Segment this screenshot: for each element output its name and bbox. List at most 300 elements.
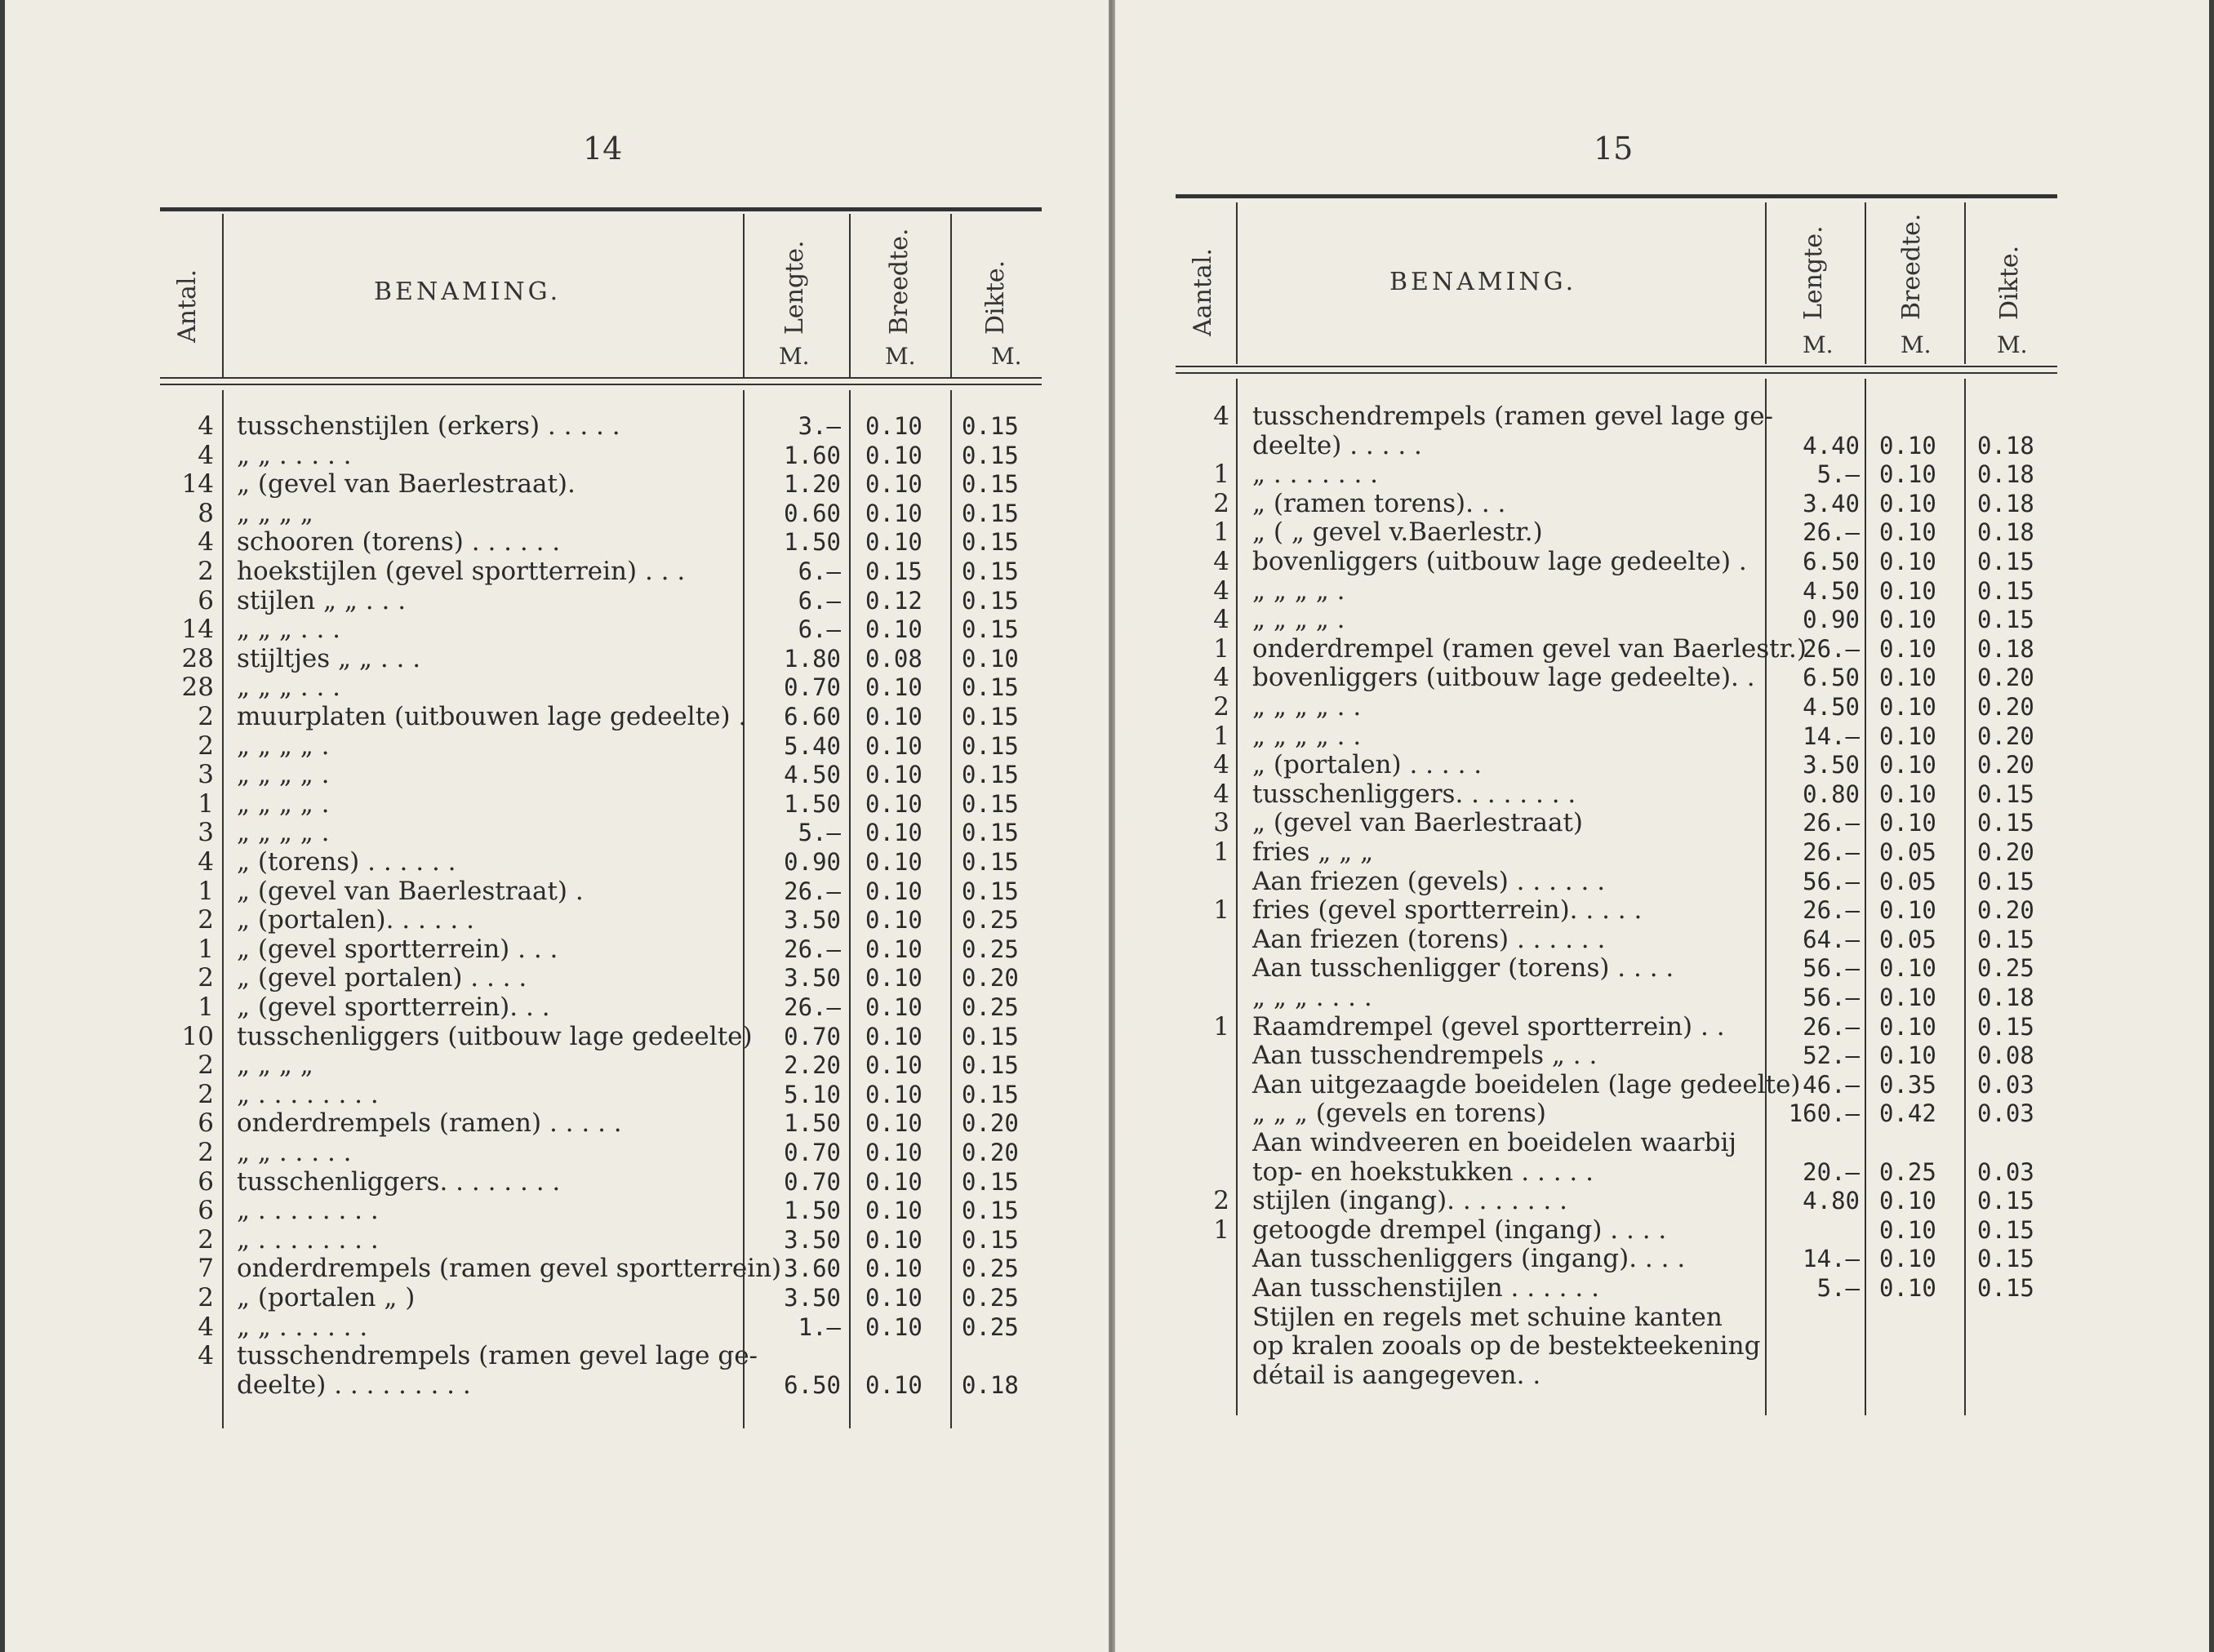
table-row [5,586,1109,615]
thickness-cell: 0.25 [962,1312,1019,1341]
table-row [1115,402,2209,431]
name-cell: onderdrempels (ramen) . . . . . [237,1108,622,1139]
length-cell: 3.50 [1803,751,1860,779]
length-cell: 56.— [1803,984,1860,1011]
qty-cell: 1 [1213,633,1229,664]
width-cell: 0.10 [865,1255,922,1283]
thickness-cell: 0.15 [962,528,1019,557]
width-cell: 0.10 [1879,1187,1936,1215]
qty-cell: 6 [198,1108,214,1139]
col-line [1865,202,1866,364]
header-qty: Aantal. [1189,248,1217,336]
length-cell: 5.— [798,819,841,847]
table-row [5,760,1109,789]
name-cell: Aan tusschenstijlen . . . . . . [1252,1273,1599,1303]
width-cell: 0.10 [1879,634,1936,663]
width-cell: 0.12 [865,586,922,615]
thickness-cell: 0.15 [962,557,1019,585]
name-cell: Aan tusschenligger (torens) . . . . [1252,953,1674,984]
name-cell: onderdrempel (ramen gevel van Baerlestr.) [1252,633,1807,664]
thickness-cell: 0.15 [962,761,1019,789]
width-cell: 0.10 [865,1225,922,1254]
unit-length: M. [779,343,810,370]
length-cell: 26.— [1803,1012,1860,1041]
width-cell: 0.10 [1879,896,1936,925]
length-cell: 26.— [1803,809,1860,837]
width-cell: 0.10 [1879,606,1936,634]
table-row [1115,692,2209,722]
name-cell: tusschenliggers (uitbouw lage gedeelte) [237,1021,753,1051]
qty-cell: 1 [1213,895,1229,926]
length-cell: 3.50 [784,1284,841,1312]
table-row [5,1254,1109,1283]
header-rule [1176,366,2057,367]
qty-cell: 7 [198,1254,214,1284]
length-cell: 5.— [1816,1274,1860,1302]
col-line [1964,202,1966,364]
top-rule [1176,194,2057,198]
name-cell: „ (portalen) . . . . . [1252,750,1483,780]
name-cell: „ „ „ . . . [237,615,341,645]
name-cell: „ „ . . . . . [237,1138,352,1167]
length-cell: 1.20 [784,470,841,499]
qty-cell: 1 [198,788,214,819]
width-cell: 0.10 [1879,751,1936,779]
table-row [1115,722,2209,751]
table-row [1115,983,2209,1012]
thickness-cell: 0.15 [962,848,1019,876]
width-cell: 0.10 [1879,460,1936,489]
thickness-cell: 0.20 [1977,693,2034,721]
header-thickness: Dikte. [1995,245,2024,320]
thickness-cell: 0.15 [1977,925,2034,953]
length-cell: 20.— [1803,1157,1860,1186]
length-cell: 26.— [784,993,841,1021]
table-row [1115,895,2209,925]
length-cell: 0.70 [784,1167,841,1196]
width-cell: 0.10 [865,1312,922,1341]
header-name: BENAMING. [374,278,562,306]
table-row [1115,867,2209,896]
length-cell: 4.80 [1803,1187,1860,1215]
header-rule-2 [1176,372,2057,374]
qty-cell: 1 [1213,1011,1229,1041]
qty-cell: 14 [181,469,214,500]
qty-cell: 6 [198,585,214,615]
thickness-cell: 0.15 [962,1051,1019,1080]
qty-cell: 2 [198,731,214,761]
length-cell: 6.— [798,615,841,644]
name-cell: „ „ „ „ . . [1252,692,1362,722]
thickness-cell: 0.20 [1977,664,2034,692]
width-cell: 0.10 [1879,576,1936,605]
name-cell: „ (gevel van Baerlestraat) [1252,808,1584,838]
width-cell: 0.10 [865,1080,922,1108]
name-cell: „ „ „ „ . . [1252,721,1362,751]
thickness-cell: 0.10 [962,644,1019,673]
qty-cell: 28 [181,643,214,673]
qty-cell: 1 [1213,460,1229,490]
table-row [5,963,1109,993]
header-name: BENAMING. [1389,268,1577,296]
length-cell: 0.90 [784,848,841,876]
width-cell: 0.10 [865,441,922,469]
name-cell: tusschenstijlen (erkers) . . . . . [237,411,620,441]
qty-cell: 3 [198,818,214,848]
table-row [1115,547,2209,576]
thickness-cell: 0.15 [1977,809,2034,837]
qty-cell: 4 [198,1312,214,1342]
name-cell: bovenliggers (uitbouw lage gedeelte). . [1252,663,1755,693]
thickness-cell: 0.15 [962,1022,1019,1050]
col-line [222,214,224,377]
length-cell: 3.50 [784,1225,841,1254]
table-row [5,877,1109,906]
length-cell: 3.50 [784,906,841,935]
qty-cell: 4 [198,847,214,877]
width-cell: 0.10 [1879,518,1936,547]
table-row [1115,1099,2209,1128]
table-row [1115,1012,2209,1041]
length-cell: 1.50 [784,528,841,557]
qty-cell: 3 [1213,808,1229,838]
name-cell: „ . . . . . . . . [237,1079,379,1109]
table-row [5,411,1109,441]
qty-cell: 2 [198,702,214,731]
qty-cell: 2 [1213,1186,1229,1216]
table-row [1115,750,2209,779]
header-rule [160,377,1042,379]
table-row [5,993,1109,1022]
table-row [5,441,1109,470]
page-left [5,0,1109,1652]
qty-cell: 2 [198,1224,214,1255]
name-cell: fries (gevel sportterrein). . . . . [1252,895,1643,926]
table-row [5,1283,1109,1312]
page-right [1115,0,2209,1652]
table-row [1115,517,2209,547]
thickness-cell: 0.20 [962,964,1019,993]
name-cell: onderdrempels (ramen gevel sportterrein) [237,1254,782,1284]
name-cell: tusschendrempels (ramen gevel lage ge- [1252,402,1774,431]
width-cell: 0.05 [1879,867,1936,895]
table-row [1115,837,2209,867]
thickness-cell: 0.15 [1977,779,2034,808]
thickness-cell: 0.15 [1977,1187,2034,1215]
name-cell: muurplaten (uitbouwen lage gedeelte) . [237,702,747,731]
thickness-cell: 0.15 [1977,1245,2034,1273]
width-cell: 0.10 [865,1167,922,1196]
unit-thickness: M. [1997,331,2028,358]
qty-cell: 28 [181,673,214,703]
length-cell: 1.60 [784,441,841,469]
table-row [5,818,1109,847]
width-cell: 0.10 [865,848,922,876]
name-cell: „ „ „ „ . [237,788,330,819]
table-row [1115,1273,2209,1303]
thickness-cell: 0.15 [962,819,1019,847]
header-width: Breedte. [1897,213,1926,320]
width-cell: 0.10 [865,964,922,993]
unit-thickness: M. [991,343,1022,370]
name-cell: Aan tusschenliggers (ingang). . . . [1252,1244,1686,1274]
name-cell: „ . . . . . . . [1252,460,1379,490]
length-cell: 4.50 [1803,693,1860,721]
width-cell: 0.10 [1879,1274,1936,1302]
thickness-cell: 0.15 [962,1225,1019,1254]
name-cell: „ „ „ „ . [237,818,330,848]
table-row [5,1050,1109,1080]
width-cell: 0.10 [1879,984,1936,1011]
width-cell: 0.10 [865,499,922,527]
width-cell: 0.10 [1879,809,1936,837]
qty-cell: 4 [1213,779,1229,809]
unit-width: M. [1901,331,1932,358]
length-cell: 1.50 [784,789,841,818]
qty-cell: 4 [1213,663,1229,693]
name-cell: „ „ „ „ . [1252,575,1345,606]
name-cell: hoekstijlen (gevel sportterrein) . . . [237,557,686,586]
thickness-cell: 0.15 [962,586,1019,615]
length-cell: 26.— [1803,838,1860,866]
name-cell: „ „ „ „ . [1252,605,1345,635]
length-cell: 14.— [1803,1245,1860,1273]
thickness-cell: 0.15 [1977,576,2034,605]
table-row [5,557,1109,586]
length-cell: 56.— [1803,954,1860,983]
name-cell: Aan friezen (torens) . . . . . . [1252,924,1606,954]
table-row [5,1196,1109,1225]
name-cell: tusschenliggers. . . . . . . . [1252,779,1576,809]
qty-cell: 4 [1213,402,1229,431]
length-cell: 0.60 [784,499,841,527]
width-cell: 0.10 [865,1109,922,1138]
qty-cell: 2 [1213,488,1229,518]
name-cell: getoogde drempel (ingang) . . . . [1252,1215,1667,1245]
width-cell: 0.25 [1879,1157,1936,1186]
name-cell: „ „ „ . . . [237,673,341,703]
qty-cell: 4 [198,440,214,470]
name-cell: stijltjes „ „ . . . [237,643,421,673]
table-row [1115,1128,2209,1157]
name-cell: „ (ramen torens). . . [1252,488,1506,518]
table-row [1115,1215,2209,1245]
width-cell: 0.10 [865,673,922,702]
name-cell: Stijlen en regels met schuine kanten [1252,1302,1723,1332]
col-line [1236,202,1238,364]
header-rule-2 [160,384,1042,385]
table-row [5,527,1109,557]
width-cell: 0.10 [1879,722,1936,750]
width-cell: 0.10 [1879,1041,1936,1070]
table-row [1115,576,2209,606]
thickness-cell: 0.18 [1977,984,2034,1011]
thickness-cell: 0.25 [962,993,1019,1021]
thickness-cell: 0.20 [962,1139,1019,1166]
thickness-cell: 0.18 [1977,518,2034,547]
length-cell: 1.— [798,1312,841,1341]
qty-cell: 1 [1213,721,1229,751]
qty-cell: 10 [181,1021,214,1051]
length-cell: 6.50 [1803,664,1860,692]
width-cell: 0.10 [865,1022,922,1050]
table-row [5,1167,1109,1197]
name-cell: tusschenliggers. . . . . . . . [237,1166,561,1197]
thickness-cell: 0.15 [962,877,1019,905]
length-cell: 0.70 [784,1139,841,1166]
name-cell: „ „ „ . . . . [1252,983,1372,1012]
length-cell: 3.40 [1803,489,1860,517]
name-cell: „ „ „ „ . [237,731,330,761]
length-cell: 5.— [1816,460,1860,489]
length-cell: 5.10 [784,1080,841,1108]
width-cell: 0.10 [1879,548,1936,575]
width-cell: 0.10 [865,1139,922,1166]
table-row [1115,663,2209,692]
table-row [1115,925,2209,954]
qty-cell: 1 [198,934,214,964]
table-row [5,644,1109,673]
table-row [5,1225,1109,1255]
table-row [1115,779,2209,809]
name-cell: deelte) . . . . . [1252,430,1422,460]
header-qty: Antal. [173,269,202,343]
header-thickness: Dikte. [981,260,1010,335]
qty-cell: 4 [198,1341,214,1371]
thickness-cell: 0.15 [962,1197,1019,1225]
length-cell: 0.90 [1803,606,1860,634]
width-cell: 0.10 [1879,693,1936,721]
qty-cell: 14 [181,615,214,645]
length-cell: 1.50 [784,1109,841,1138]
length-cell: 4.40 [1803,431,1860,460]
thickness-cell: 0.08 [1977,1041,2034,1070]
table-row [1115,634,2209,664]
width-cell: 0.10 [865,819,922,847]
length-cell: 6.— [798,557,841,585]
thickness-cell: 0.15 [1977,548,2034,575]
length-cell: 3.— [798,412,841,440]
width-cell: 0.10 [865,1284,922,1312]
table-row [1115,460,2209,489]
table-row [5,935,1109,964]
qty-cell: 6 [198,1196,214,1226]
name-cell: „ (portalen „ ) [237,1283,416,1312]
table-row [1115,489,2209,518]
length-cell: 0.70 [784,673,841,702]
name-cell: détail is aangegeven. . [1252,1360,1541,1390]
table-row [1115,1361,2209,1390]
thickness-cell: 0.25 [962,1284,1019,1312]
name-cell: stijlen (ingang). . . . . . . . [1252,1186,1567,1216]
table-row [5,499,1109,528]
thickness-cell: 0.03 [1977,1070,2034,1099]
qty-cell: 2 [198,1050,214,1081]
qty-cell: 2 [198,905,214,935]
thickness-cell: 0.20 [962,1109,1019,1138]
width-cell: 0.10 [1879,1215,1936,1244]
thickness-cell: 0.15 [962,470,1019,499]
thickness-cell: 0.03 [1977,1099,2034,1128]
table-row [5,731,1109,761]
col-line [849,214,851,377]
width-cell: 0.10 [865,993,922,1021]
width-cell: 0.10 [865,877,922,905]
name-cell: op kralen zooals op de bestekteekening [1252,1331,1761,1361]
thickness-cell: 0.20 [1977,838,2034,866]
length-cell: 52.— [1803,1041,1860,1070]
thickness-cell: 0.15 [962,789,1019,818]
length-cell: 56.— [1803,867,1860,895]
length-cell: 6.— [798,586,841,615]
thickness-cell: 0.25 [1977,954,2034,983]
table-row [1115,1041,2209,1070]
thickness-cell: 0.15 [962,1080,1019,1108]
table-row [1115,605,2209,634]
header-length: Lengte. [780,240,809,335]
length-cell: 5.40 [784,731,841,760]
length-cell: 26.— [1803,896,1860,925]
length-cell: 4.50 [1803,576,1860,605]
name-cell: „ „ . . . . . . [237,1312,368,1342]
width-cell: 0.10 [865,1197,922,1225]
top-rule [160,207,1042,211]
thickness-cell: 0.18 [1977,460,2034,489]
name-cell: „ (gevel van Baerlestraat) . [237,876,584,906]
thickness-cell: 0.18 [962,1370,1019,1399]
thickness-cell: 0.20 [1977,751,2034,779]
thickness-cell: 0.15 [962,499,1019,527]
table-row [5,1080,1109,1109]
qty-cell: 2 [198,1283,214,1312]
qty-cell: 2 [198,1138,214,1167]
unit-length: M. [1803,331,1834,358]
thickness-cell: 0.15 [962,731,1019,760]
name-cell: „ (torens) . . . . . . [237,847,456,877]
name-cell: Aan uitgezaagde boeidelen (lage gedeelte) [1252,1069,1801,1099]
thickness-cell: 0.15 [1977,1274,2034,1302]
table-row [5,702,1109,731]
name-cell: Aan windveeren en boeidelen waarbij [1252,1128,1737,1157]
length-cell: 26.— [1803,518,1860,547]
qty-cell: 1 [1213,837,1229,867]
thickness-cell: 0.15 [1977,1012,2034,1041]
table-row [5,1370,1109,1400]
page-number: 14 [583,131,623,167]
table-row [5,905,1109,935]
table-row [5,615,1109,644]
qty-cell: 2 [198,557,214,586]
thickness-cell: 0.15 [962,1167,1019,1196]
length-cell: 160.— [1788,1099,1860,1128]
length-cell: 3.60 [784,1255,841,1283]
length-cell: 1.50 [784,1197,841,1225]
name-cell: „ „ „ (gevels en torens) [1252,1099,1546,1129]
qty-cell: 3 [198,760,214,790]
qty-cell: 4 [1213,547,1229,576]
name-cell: „ „ „ „ [237,498,313,528]
name-cell: Aan friezen (gevels) . . . . . . [1252,866,1606,896]
qty-cell: 1 [1213,1215,1229,1245]
table-row [5,1108,1109,1138]
qty-cell: 6 [198,1166,214,1197]
name-cell: „ (gevel portalen) . . . . [237,963,527,993]
thickness-cell: 0.15 [1977,867,2034,895]
table-row [5,1341,1109,1370]
width-cell: 0.05 [1879,925,1936,953]
width-cell: 0.10 [865,703,922,731]
table-row [1115,1157,2209,1187]
